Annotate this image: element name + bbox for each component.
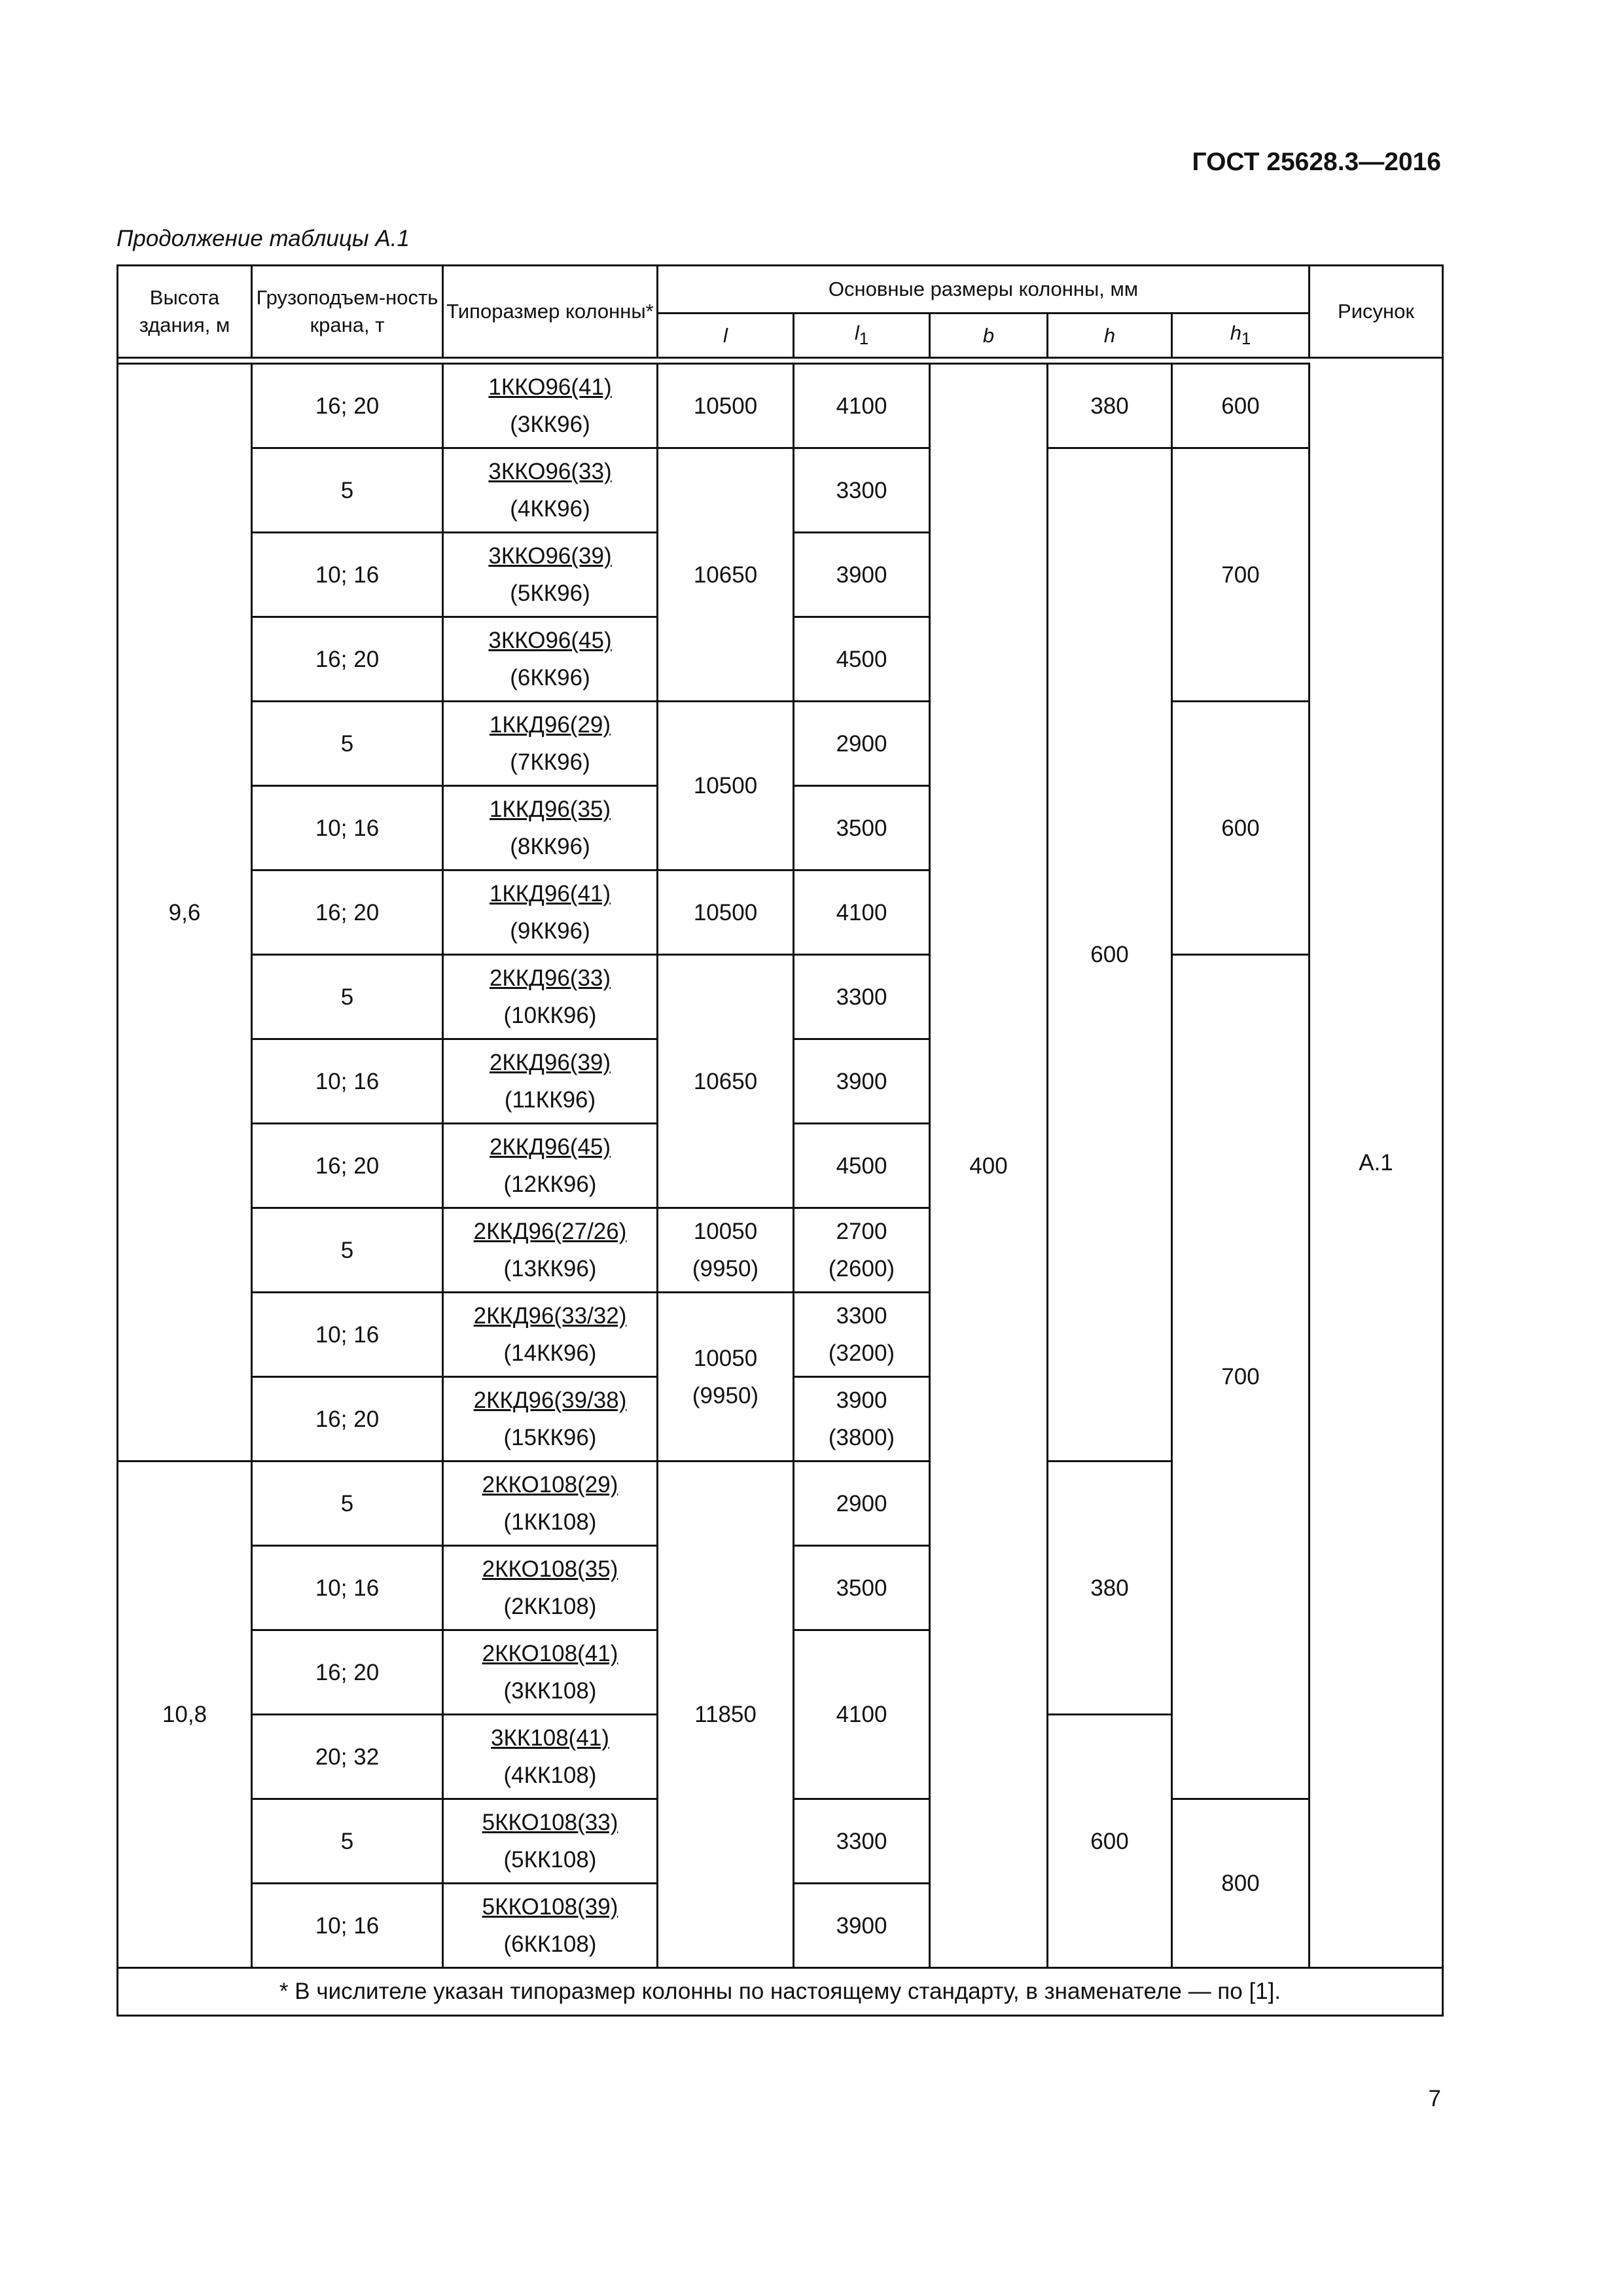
crane-capacity-cell: 5 [252, 1799, 443, 1884]
table-row [118, 702, 1443, 786]
length-l1-cell: 3300 [794, 448, 930, 533]
width-b-cell: 400 [930, 364, 1048, 1968]
column-type-cell: 2ККД96(33/32) (14КК96) [443, 1293, 658, 1377]
building-height-cell: 9,6 [118, 364, 252, 1462]
crane-capacity-cell: 10; 16 [252, 1884, 443, 1968]
height-h1-cell: 800 [1172, 1799, 1310, 1968]
length-l-cell: 10500 [658, 870, 794, 955]
length-l-cell: 10050 (9950) [658, 1293, 794, 1462]
column-type-cell: 2ККД96(39/38) (15КК96) [443, 1377, 658, 1462]
column-type-cell: 2ККО108(29) (1КК108) [443, 1462, 658, 1546]
column-type-cell: 5ККО108(39) (6КК108) [443, 1884, 658, 1968]
table-row [118, 955, 1443, 1039]
length-l1-cell: 2900 [794, 1462, 930, 1546]
length-l1-cell: 3300 [794, 1799, 930, 1884]
column-type-cell: 3ККО96(33) (4КК96) [443, 448, 658, 533]
table-caption: Продолжение таблицы А.1 [116, 226, 410, 251]
column-type-cell: 1ККО96(41) (3КК96) [443, 364, 658, 448]
crane-capacity-cell: 10; 16 [252, 533, 443, 617]
crane-capacity-cell: 5 [252, 702, 443, 786]
columns-table [116, 264, 1444, 2017]
header-l1: $l_1$ [794, 314, 930, 358]
column-type-cell: 3ККО96(45) (6КК96) [443, 617, 658, 702]
length-l1-cell: 3300 (3200) [794, 1293, 930, 1377]
crane-capacity-cell: 5 [252, 955, 443, 1039]
length-l1-cell: 4100 [794, 364, 930, 448]
height-h-cell: 380 [1048, 364, 1172, 448]
crane-capacity-cell: 10; 16 [252, 1039, 443, 1124]
crane-capacity-cell: 16; 20 [252, 617, 443, 702]
header-height: Высота здания, м [118, 266, 252, 358]
header-figure: Рисунок [1310, 266, 1443, 358]
height-h-cell: 380 [1048, 1462, 1172, 1715]
length-l1-cell: 3900 [794, 1039, 930, 1124]
header-dimensions: Основные размеры колонны, мм [658, 266, 1310, 314]
column-type-cell: 3ККО96(39) (5КК96) [443, 533, 658, 617]
figure-cell: А.1 [1310, 358, 1443, 1968]
header-h1: $h_1$ [1172, 314, 1310, 358]
length-l-cell: 10650 [658, 955, 794, 1208]
crane-capacity-cell: 20; 32 [252, 1715, 443, 1799]
length-l1-cell: 4500 [794, 1124, 930, 1208]
column-type-cell: 2ККД96(27/26) (13КК96) [443, 1208, 658, 1293]
length-l1-cell: 3900 (3800) [794, 1377, 930, 1462]
crane-capacity-cell: 10; 16 [252, 1293, 443, 1377]
length-l1-cell: 2900 [794, 702, 930, 786]
standard-code: ГОСТ 25628.3—2016 [1192, 148, 1441, 176]
length-l1-cell: 3500 [794, 1546, 930, 1630]
column-type-cell: 3КК108(41) (4КК108) [443, 1715, 658, 1799]
column-type-cell: 1ККД96(41) (9КК96) [443, 870, 658, 955]
crane-capacity-cell: 16; 20 [252, 1630, 443, 1715]
table-footnote: * В числителе указан типоразмер колонны по настоящему стандарту, в знаменателе — по [1]. [118, 1968, 1443, 2016]
crane-capacity-cell: 16; 20 [252, 1377, 443, 1462]
header-h: h [1048, 314, 1172, 358]
length-l1-cell: 4500 [794, 617, 930, 702]
height-h1-cell: 700 [1172, 448, 1310, 702]
header-capacity: Грузоподъем-ность крана, т [252, 266, 443, 358]
length-l-cell: 10500 [658, 364, 794, 448]
length-l1-cell: 3900 [794, 1884, 930, 1968]
crane-capacity-cell: 16; 20 [252, 364, 443, 448]
page-number: 7 [1428, 2086, 1441, 2111]
column-type-cell: 2ККД96(33) (10КК96) [443, 955, 658, 1039]
crane-capacity-cell: 5 [252, 1208, 443, 1293]
length-l1-cell: 2700 (2600) [794, 1208, 930, 1293]
height-h-cell: 600 [1048, 1715, 1172, 1968]
height-h-cell: 600 [1048, 448, 1172, 1462]
length-l-cell: 10050 (9950) [658, 1208, 794, 1293]
header-l: l [658, 314, 794, 358]
length-l1-cell: 4100 [794, 870, 930, 955]
length-l1-cell: 3300 [794, 955, 930, 1039]
column-type-cell: 2ККО108(41) (3КК108) [443, 1630, 658, 1715]
column-type-cell: 2ККД96(45) (12КК96) [443, 1124, 658, 1208]
crane-capacity-cell: 5 [252, 448, 443, 533]
height-h1-cell: 600 [1172, 702, 1310, 955]
length-l-cell: 11850 [658, 1462, 794, 1968]
column-type-cell: 2ККД96(39) (11КК96) [443, 1039, 658, 1124]
column-type-cell: 2ККО108(35) (2КК108) [443, 1546, 658, 1630]
header-type: Типоразмер колонны* [443, 266, 658, 358]
length-l1-cell: 3500 [794, 786, 930, 870]
length-l1-cell: 3900 [794, 533, 930, 617]
column-type-cell: 1ККД96(29) (7КК96) [443, 702, 658, 786]
crane-capacity-cell: 10; 16 [252, 1546, 443, 1630]
table-row [118, 364, 1443, 448]
column-type-cell: 1ККД96(35) (8КК96) [443, 786, 658, 870]
building-height-cell: 10,8 [118, 1462, 252, 1968]
table-row [118, 448, 1443, 533]
crane-capacity-cell: 16; 20 [252, 870, 443, 955]
crane-capacity-cell: 16; 20 [252, 1124, 443, 1208]
crane-capacity-cell: 5 [252, 1462, 443, 1546]
column-type-cell: 5ККО108(33) (5КК108) [443, 1799, 658, 1884]
height-h1-cell: 600 [1172, 364, 1310, 448]
header-b: b [930, 314, 1048, 358]
crane-capacity-cell: 10; 16 [252, 786, 443, 870]
length-l1-cell: 4100 [794, 1630, 930, 1799]
length-l-cell: 10500 [658, 702, 794, 870]
length-l-cell: 10650 [658, 448, 794, 702]
height-h1-cell: 700 [1172, 955, 1310, 1799]
